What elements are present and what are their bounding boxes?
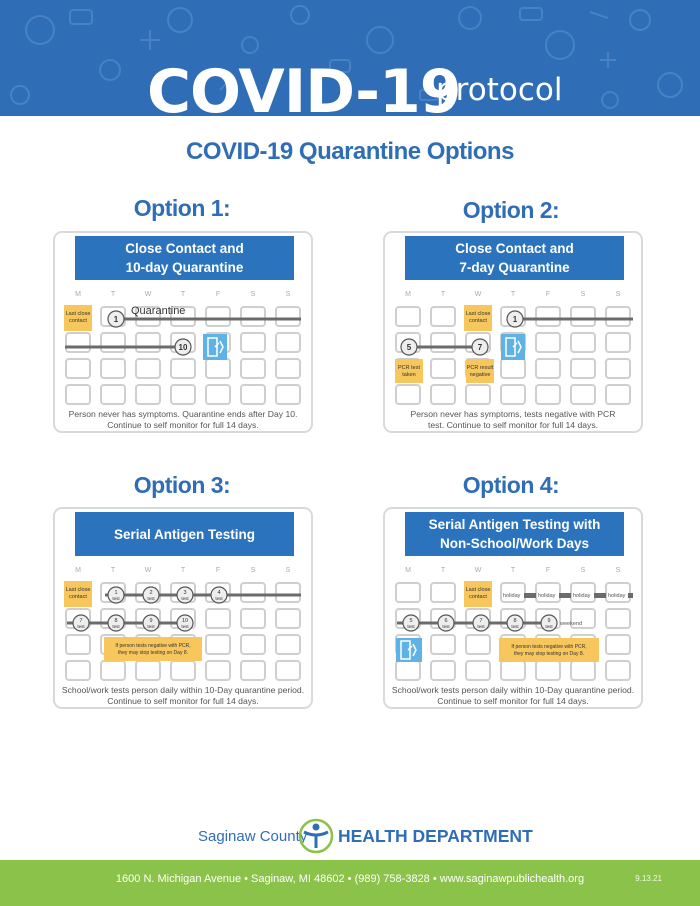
calendar-cell [241,333,265,352]
calendar-cell [276,385,300,404]
day-header: S [580,291,586,298]
calendar-cell [136,385,160,404]
holiday-label: holiday [503,593,521,599]
pcr-result-label: PCR result [466,365,494,371]
day-header: F [215,567,221,574]
test-marker [473,615,489,631]
day-number: 1 [512,315,518,324]
option-2-banner [405,236,624,280]
calendar-cell [206,385,230,404]
calendar-cell [606,635,630,654]
day-header: W [474,291,482,298]
caption-line: School/work tests person daily within 10-Day quarantine period. [61,685,305,695]
test-day: 1 [114,590,118,596]
calendar-cell [276,583,300,602]
option-1-calendar [55,285,311,410]
test-label: test [112,624,120,629]
option-1-banner [75,236,294,280]
day-header: S [615,567,621,574]
calendar-day-headers [405,567,621,574]
calendar-cell [536,333,560,352]
calendar-cell [241,583,265,602]
door-exit-icon [396,638,422,662]
day-header: S [250,291,256,298]
quarantine-label: Quarantine [131,305,186,317]
day-header: W [474,567,482,574]
calendar-cell [571,385,595,404]
test-label: test [442,624,450,629]
calendar-cell [606,385,630,404]
test-marker [143,615,159,631]
caption-line: Continue to self monitor for full 14 days. [437,696,589,706]
calendar-cell [206,661,230,680]
option-2-banner-line1: Close Contact and [455,241,574,256]
calendar-cell [466,661,490,680]
calendar-cell [206,635,230,654]
day-number: 7 [477,343,483,352]
option-3-banner-line1: Serial Antigen Testing [113,526,256,542]
calendar-cell [536,307,560,326]
test-marker [108,587,124,603]
day-header: W [144,567,152,574]
calendar-cell [136,333,160,352]
header-title: COVID-19 [147,57,461,127]
calendar-cell [396,385,420,404]
pcr-note-text: If person tests negative with PCR, [115,643,191,649]
test-label: test [215,596,223,601]
day-header: S [615,291,621,298]
day-header: M [405,567,411,574]
last-close-label: contact [69,594,87,600]
day-header: T [440,291,446,298]
calendar-cell [101,661,125,680]
page-title: COVID-19 Quarantine Options [186,138,514,165]
calendar-cell [66,333,90,352]
test-label: test [147,596,155,601]
option-3-banner [75,512,294,556]
test-label: test [511,624,519,629]
calendar-cell [276,359,300,378]
pcr-note-box [499,638,599,662]
calendar-day-headers [75,291,291,298]
logo-right-text: HEALTH DEPARTMENT [338,826,533,846]
test-day: 8 [513,618,517,624]
calendar-cell [606,661,630,680]
calendar-cell [171,385,195,404]
calendar-cell [606,359,630,378]
caption-line: Person never has symptoms, tests negative with PCR [410,409,616,419]
day-number: 10 [178,343,188,352]
calendar-cell [431,359,455,378]
last-close-label: Last close [65,587,91,593]
day-header: T [510,567,516,574]
test-day: 7 [479,618,483,624]
day-header: T [110,567,116,574]
test-day: 6 [444,618,448,624]
holiday-label: holiday [573,593,591,599]
calendar-cell [396,307,420,326]
test-day: 4 [217,590,221,596]
test-marker [73,615,89,631]
test-label: test [545,624,553,629]
calendar-cell [241,385,265,404]
caption-line: Continue to self monitor for full 14 days. [107,420,259,430]
health-department-logo [198,818,533,854]
calendar-cell [606,609,630,628]
test-label: test [147,624,155,629]
calendar-cell [431,385,455,404]
test-day: 2 [149,590,153,596]
calendar-cell [466,635,490,654]
door-exit-icon [203,334,227,360]
option-2-card [383,231,643,433]
day-header: T [180,567,186,574]
option-4-calendar [385,561,641,686]
test-day: 5 [409,618,413,624]
calendar-cell [431,307,455,326]
last-close-label: Last close [465,587,491,593]
calendar-cell [466,385,490,404]
day-number: 1 [113,315,119,324]
option-2-calendar [385,285,641,410]
last-close-label: Last close [465,311,491,317]
calendar-cell [431,635,455,654]
header-banner [0,0,700,127]
holiday-bar [559,593,571,598]
day-header: M [75,567,81,574]
calendar-cell [276,307,300,326]
calendar-day-headers [405,291,621,298]
option-4-card [383,507,643,709]
day-number: 5 [406,343,412,352]
last-close-label: contact [469,318,487,324]
day-header: S [285,291,291,298]
calendar-cell [66,661,90,680]
last-close-label: contact [69,318,87,324]
test-marker [108,615,124,631]
day-header: S [250,567,256,574]
test-marker [403,615,419,631]
header-subtitle: protocol [436,72,563,108]
calendar-cell [276,635,300,654]
option-1-banner-line1: Close Contact and [125,241,244,256]
test-day: 9 [547,618,551,624]
option-2-banner-line2: 7-day Quarantine [459,260,570,275]
day-header: F [545,291,551,298]
option-4-banner [405,512,624,556]
test-marker [211,587,227,603]
caption-line: Person never has symptoms. Quarantine ends after Day 10. [68,409,298,419]
test-marker [143,587,159,603]
calendar-cell [241,635,265,654]
pcr-note-text: they may stop testing on Day 8. [117,650,189,656]
test-label: test [477,624,485,629]
day-header: T [510,291,516,298]
option-1-banner-line2: 10-day Quarantine [125,260,244,275]
test-day: 10 [181,618,189,624]
calendar-cell [171,661,195,680]
calendar-cell [501,359,525,378]
option-3-card [53,507,313,709]
calendar-cell [276,661,300,680]
calendar-cell [536,385,560,404]
option-4-banner-line1: Serial Antigen Testing with [428,517,601,532]
test-label: test [77,624,85,629]
calendar-cell [136,661,160,680]
test-marker [438,615,454,631]
calendar-cell [536,661,560,680]
option-3-caption [55,685,311,707]
day-header: F [545,567,551,574]
day-header: T [180,291,186,298]
option-4-caption [385,685,641,707]
calendar-cell [171,359,195,378]
test-label: test [181,624,189,629]
test-day: 3 [183,590,187,596]
test-label: test [407,624,415,629]
test-day: 7 [79,618,83,624]
footer-address: 1600 N. Michigan Avenue • Saginaw, MI 48602 • (989) 758-3828 • www.saginawpublichealth.org [115,873,585,885]
pcr-note-box [104,637,202,661]
holiday-label: holiday [538,593,556,599]
pcr-taken-label: PCR test [397,365,421,371]
calendar-cell [276,609,300,628]
option-3-calendar [55,561,311,686]
calendar-cell [431,583,455,602]
caption-line: Continue to self monitor for full 14 days. [107,696,259,706]
calendar-cell [276,333,300,352]
option-4-banner-line2: Non-School/Work Days [439,536,590,551]
calendar-cell [241,307,265,326]
calendar-cell [101,385,125,404]
calendar-cell [206,307,230,326]
last-close-label: Last close [65,311,91,317]
calendar-cell [431,333,455,352]
day-header: W [144,291,152,298]
calendar-day-headers [75,567,291,574]
pcr-note-text: they may stop testing on Day 8. [513,651,585,657]
calendar-cell [536,359,560,378]
calendar-cell [66,635,90,654]
test-marker [177,615,193,631]
pcr-result-label: negative [469,372,491,378]
calendar-cell [571,661,595,680]
holiday-bar [628,593,633,598]
test-marker [541,615,557,631]
calendar-cell [66,385,90,404]
calendar-cell [501,661,525,680]
calendar-cell [431,661,455,680]
option-1-caption [55,409,311,431]
footer-bar [0,860,700,906]
test-marker [507,615,523,631]
pcr-taken-label: taken [402,372,416,378]
day-header: M [75,291,81,298]
last-close-label: contact [469,594,487,600]
pcr-result-box [466,359,494,383]
calendar-cell [136,359,160,378]
caption-line: test. Continue to self monitor for full 14 days. [427,420,599,430]
calendar-cell [101,333,125,352]
test-marker [177,587,193,603]
calendar-cell [571,359,595,378]
day-header: T [110,291,116,298]
test-label: test [181,596,189,601]
calendar-cell [241,609,265,628]
calendar-cell [101,359,125,378]
option-4-title: Option 4: [462,472,560,498]
holiday-bar [524,593,536,598]
day-header: T [440,567,446,574]
calendar-cell [571,307,595,326]
calendar-cell [571,333,595,352]
calendar-cell [396,661,420,680]
test-day: 9 [149,618,153,624]
day-header: S [285,567,291,574]
calendar-cell [206,609,230,628]
calendar-cell [501,385,525,404]
option-2-caption [385,409,641,431]
caption-line: School/work tests person daily within 10-Day quarantine period. [391,685,635,695]
logo-left-text: Saginaw County [198,828,308,845]
calendar-cell [241,661,265,680]
day-header: F [215,291,221,298]
calendar-cell [241,359,265,378]
calendar-cell [606,307,630,326]
pcr-taken-box [395,359,423,383]
door-exit-icon [501,334,525,360]
calendar-cell [396,583,420,602]
day-header: M [405,291,411,298]
footer-date: 9.13.21 [635,874,662,883]
option-1-title: Option 1: [133,195,231,221]
option-1-card [53,231,313,433]
calendar-cell [606,333,630,352]
pcr-note-text: If person tests negative with PCR, [511,644,587,650]
option-3-title: Option 3: [133,472,231,498]
weekend-label: weekend [560,621,583,627]
calendar-cell [66,359,90,378]
option-2-title: Option 2: [462,197,560,223]
test-label: test [112,596,120,601]
calendar-cell [206,359,230,378]
holiday-label: holiday [608,593,626,599]
test-day: 8 [114,618,118,624]
holiday-bar [594,593,606,598]
day-header: S [580,567,586,574]
